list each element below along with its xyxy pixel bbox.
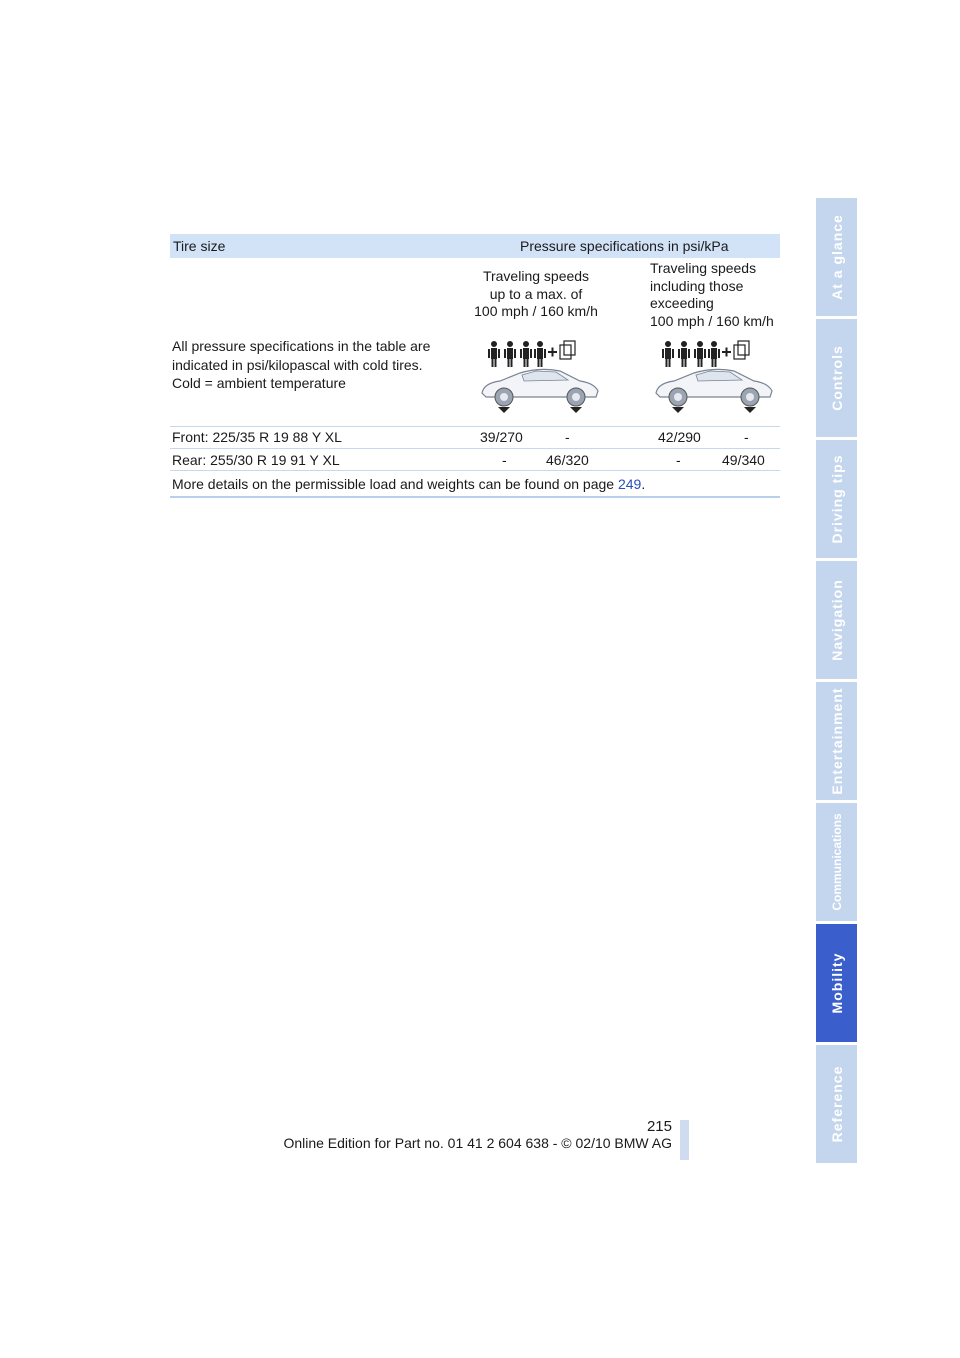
page-link[interactable]: 249 [617, 476, 642, 492]
value-cell: 42/290 [658, 429, 701, 445]
table-header [170, 234, 780, 258]
value-cell: 49/340 [722, 452, 765, 468]
value-cell: 39/270 [480, 429, 523, 445]
load-car-illustration [478, 335, 608, 413]
value-cell: - [676, 452, 681, 468]
value-cell: 46/320 [546, 452, 589, 468]
row-divider [170, 470, 780, 471]
header-tire-size: Tire size [173, 238, 226, 254]
row-divider [170, 448, 780, 449]
tab-reference[interactable]: Reference [816, 1045, 857, 1163]
tab-navigation[interactable]: Navigation [816, 561, 857, 679]
row-divider [170, 426, 780, 427]
load-details-note: More details on the permissible load and weights can be found on page 249. [172, 476, 646, 492]
edition-line: Online Edition for Part no. 01 41 2 604 638 - © 02/10 BMW AG [283, 1135, 672, 1151]
col-head-high-speed: Traveling speeds including those exceeding 100 mph / 160 km/h [650, 260, 774, 329]
value-cell: - [502, 452, 507, 468]
value-cell: - [744, 429, 749, 445]
tab-at-a-glance[interactable]: At a glance [816, 198, 857, 316]
footer-accent-bar [680, 1120, 689, 1160]
header-pressure: Pressure specifications in psi/kPa [520, 238, 729, 254]
tab-entertainment[interactable]: Entertainment [816, 682, 857, 800]
tire-size-rear: Rear: 255/30 R 19 91 Y XL [172, 452, 340, 468]
page-number: 215 [646, 1118, 672, 1135]
section-tabs [816, 198, 857, 1166]
tab-communications[interactable]: Communications [816, 803, 857, 921]
tire-size-front: Front: 225/35 R 19 88 Y XL [172, 429, 342, 445]
pressure-note: All pressure specifications in the table are indicated in psi/kilopascal with cold tires. Cold = ambient temperature [172, 338, 431, 391]
value-cell: - [565, 429, 570, 445]
tab-mobility[interactable]: Mobility [816, 924, 857, 1042]
load-car-illustration [652, 335, 782, 413]
col-head-normal-speed: Traveling speeds up to a max. of 100 mph / 160 km/h [474, 268, 598, 319]
table-bottom-rule [170, 496, 780, 498]
tab-driving-tips[interactable]: Driving tips [816, 440, 857, 558]
tab-controls[interactable]: Controls [816, 319, 857, 437]
